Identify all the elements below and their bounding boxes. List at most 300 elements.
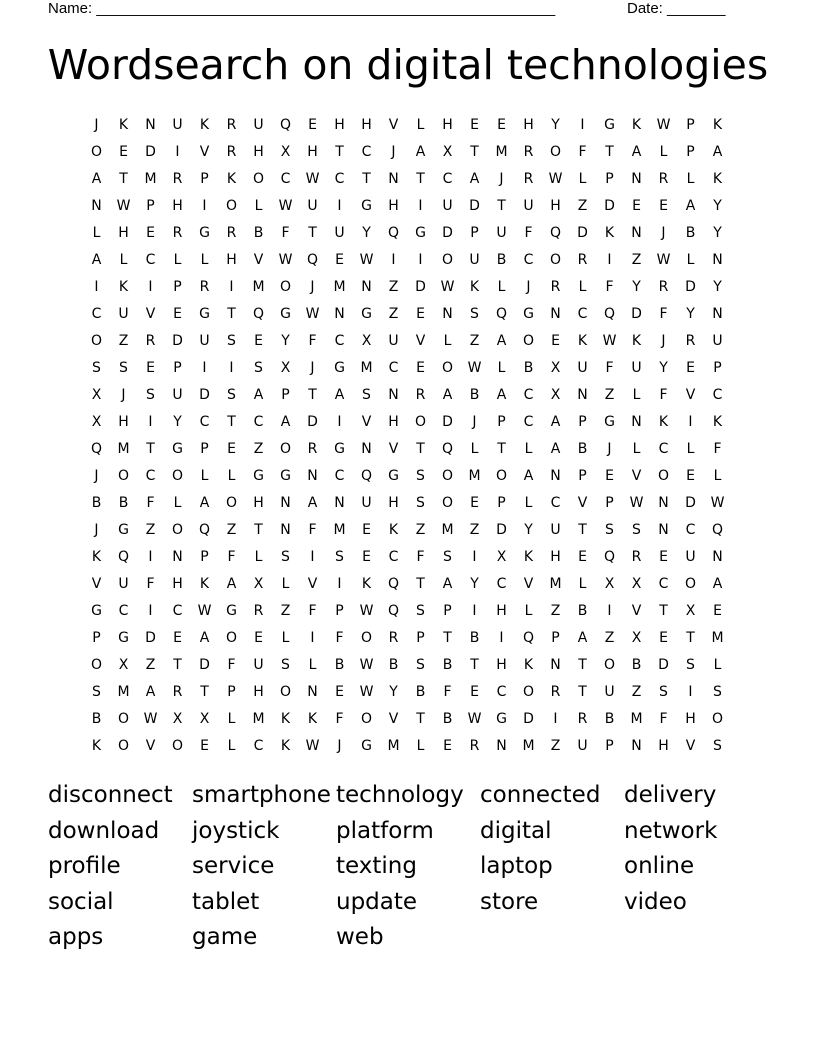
grid-letter: U	[631, 359, 642, 376]
grid-letter: V	[631, 467, 642, 484]
grid-letter: M	[117, 440, 130, 457]
grid-letter: F	[335, 710, 344, 727]
grid-letter: O	[360, 629, 373, 646]
grid-letter: Z	[469, 332, 480, 349]
grid-letter: W	[602, 332, 617, 349]
grid-letter: B	[577, 440, 588, 457]
grid-letter: Y	[362, 224, 371, 241]
grid-letter: V	[388, 710, 399, 727]
grid-letter: F	[416, 548, 425, 565]
grid-letter: A	[199, 629, 210, 646]
grid-letter: M	[144, 170, 157, 187]
grid-letter: M	[522, 737, 535, 754]
grid-letter: K	[523, 656, 534, 673]
grid-letter: O	[684, 575, 697, 592]
word-list-item: delivery	[624, 782, 717, 808]
grid-letter: V	[388, 440, 399, 457]
grid-letter: K	[118, 278, 129, 295]
grid-letter: M	[630, 710, 643, 727]
grid-letter: T	[227, 305, 236, 322]
grid-letter: B	[118, 494, 129, 511]
grid-letter: U	[577, 737, 588, 754]
grid-letter: T	[146, 440, 155, 457]
grid-letter: L	[713, 656, 722, 673]
grid-letter: C	[253, 737, 264, 754]
grid-letter: N	[496, 737, 507, 754]
grid-letter: D	[415, 278, 426, 295]
grid-letter: L	[659, 143, 668, 160]
grid-letter: D	[685, 278, 696, 295]
grid-letter: C	[712, 386, 723, 403]
grid-letter: T	[335, 143, 344, 160]
grid-letter: H	[118, 413, 129, 430]
grid-letter: E	[470, 494, 479, 511]
grid-letter: W	[467, 710, 482, 727]
grid-letter: N	[631, 737, 642, 754]
grid-letter: L	[578, 278, 587, 295]
grid-letter: L	[173, 494, 182, 511]
grid-letter: U	[253, 656, 264, 673]
grid-letter: O	[117, 710, 130, 727]
grid-letter: E	[578, 548, 587, 565]
grid-letter: H	[388, 197, 399, 214]
grid-letter: I	[499, 629, 504, 646]
grid-letter: X	[280, 359, 291, 376]
grid-letter: X	[118, 656, 129, 673]
grid-letter: Y	[686, 305, 695, 322]
grid-letter: G	[172, 440, 183, 457]
grid-letter: R	[172, 224, 183, 241]
grid-letter: N	[550, 656, 561, 673]
grid-letter: V	[631, 602, 642, 619]
grid-letter: L	[227, 710, 236, 727]
grid-letter: E	[551, 332, 560, 349]
grid-letter: C	[361, 143, 372, 160]
grid-letter: T	[470, 656, 479, 673]
grid-letter: N	[280, 521, 291, 538]
word-list-item: technology	[336, 782, 464, 808]
grid-letter: K	[118, 116, 129, 133]
grid-letter: D	[496, 521, 507, 538]
grid-letter: T	[578, 683, 587, 700]
grid-letter: O	[171, 521, 184, 538]
grid-letter: T	[254, 521, 263, 538]
grid-letter: C	[523, 386, 534, 403]
grid-letter: I	[202, 197, 207, 214]
grid-letter: H	[334, 116, 345, 133]
grid-letter: N	[388, 386, 399, 403]
grid-letter: E	[659, 197, 668, 214]
grid-letter: H	[523, 116, 534, 133]
grid-letter: K	[361, 575, 372, 592]
grid-letter: L	[497, 278, 506, 295]
grid-letter: E	[119, 143, 128, 160]
grid-letter: E	[416, 359, 425, 376]
grid-letter: U	[604, 683, 615, 700]
grid-letter: Z	[226, 521, 237, 538]
grid-letter: A	[712, 575, 723, 592]
grid-letter: A	[631, 143, 642, 160]
grid-letter: N	[172, 548, 183, 565]
grid-letter: M	[117, 683, 130, 700]
grid-letter: U	[172, 386, 183, 403]
grid-letter: W	[710, 494, 725, 511]
grid-letter: E	[632, 197, 641, 214]
grid-letter: P	[92, 629, 101, 646]
grid-letter: B	[91, 710, 102, 727]
grid-letter: Q	[495, 305, 508, 322]
grid-letter: P	[578, 413, 587, 430]
grid-letter: T	[497, 197, 506, 214]
grid-letter: I	[229, 278, 234, 295]
grid-letter: T	[659, 602, 668, 619]
grid-letter: E	[254, 332, 263, 349]
grid-letter: Z	[550, 737, 561, 754]
grid-letter: I	[337, 575, 342, 592]
grid-letter: L	[524, 494, 533, 511]
grid-letter: O	[711, 710, 724, 727]
grid-letter: I	[94, 278, 99, 295]
grid-letter: M	[333, 521, 346, 538]
grid-letter: C	[334, 170, 345, 187]
grid-letter: T	[227, 413, 236, 430]
grid-letter: T	[416, 170, 425, 187]
grid-letter: Y	[713, 224, 722, 241]
word-list-item: store	[480, 888, 539, 915]
grid-letter: L	[308, 656, 317, 673]
grid-letter: V	[145, 737, 156, 754]
grid-letter: P	[713, 359, 722, 376]
grid-letter: D	[307, 413, 318, 430]
grid-letter: N	[361, 278, 372, 295]
grid-letter: P	[227, 683, 236, 700]
word-list-item: network	[624, 817, 718, 844]
grid-letter: H	[496, 602, 507, 619]
grid-letter: T	[416, 575, 425, 592]
grid-letter: M	[333, 278, 346, 295]
grid-letter: Z	[550, 602, 561, 619]
grid-letter: J	[661, 224, 666, 241]
grid-letter: S	[443, 548, 452, 565]
grid-letter: P	[335, 602, 344, 619]
word-list-item: profile	[48, 853, 121, 879]
grid-letter: C	[442, 170, 453, 187]
grid-letter: C	[199, 413, 210, 430]
grid-letter: G	[388, 467, 399, 484]
grid-letter: S	[281, 656, 290, 673]
grid-letter: Q	[549, 224, 562, 241]
grid-letter: A	[307, 494, 318, 511]
grid-letter: D	[442, 224, 453, 241]
grid-letter: F	[605, 278, 614, 295]
grid-letter: E	[146, 224, 155, 241]
word-list-item: video	[624, 888, 687, 915]
grid-letter: G	[280, 305, 291, 322]
grid-letter: S	[227, 332, 236, 349]
grid-letter: R	[658, 170, 669, 187]
grid-letter: Q	[603, 548, 616, 565]
grid-letter: W	[656, 116, 671, 133]
grid-letter: K	[199, 575, 210, 592]
grid-letter: H	[172, 575, 183, 592]
grid-letter: L	[119, 251, 128, 268]
grid-letter: H	[496, 656, 507, 673]
grid-letter: E	[308, 116, 317, 133]
grid-letter: R	[415, 386, 426, 403]
grid-letter: S	[335, 548, 344, 565]
grid-letter: C	[523, 251, 534, 268]
grid-letter: G	[361, 737, 372, 754]
grid-letter: G	[118, 629, 129, 646]
grid-letter: W	[278, 251, 293, 268]
grid-letter: O	[117, 467, 130, 484]
grid-letter: R	[523, 170, 534, 187]
grid-letter: N	[712, 548, 723, 565]
grid-letter: Q	[387, 602, 400, 619]
grid-letter: A	[442, 575, 453, 592]
grid-letter: O	[414, 413, 427, 430]
grid-letter: S	[92, 683, 101, 700]
grid-letter: G	[334, 359, 345, 376]
grid-letter: O	[522, 683, 535, 700]
grid-letter: U	[469, 251, 480, 268]
grid-letter: C	[91, 305, 102, 322]
grid-letter: O	[441, 359, 454, 376]
grid-letter: T	[605, 143, 614, 160]
grid-letter: Z	[145, 656, 156, 673]
word-list-item: game	[192, 924, 258, 950]
grid-letter: X	[199, 710, 210, 727]
grid-letter: L	[686, 251, 695, 268]
grid-letter: Q	[711, 521, 724, 538]
grid-letter: A	[550, 413, 561, 430]
grid-letter: W	[278, 197, 293, 214]
grid-letter: U	[685, 548, 696, 565]
grid-letter: E	[362, 521, 371, 538]
grid-letter: X	[631, 629, 642, 646]
grid-letter: W	[467, 359, 482, 376]
grid-letter: I	[553, 710, 558, 727]
grid-letter: M	[711, 629, 724, 646]
grid-letter: L	[416, 116, 425, 133]
grid-letter: F	[578, 143, 587, 160]
grid-letter: L	[686, 440, 695, 457]
grid-letter: X	[685, 602, 696, 619]
grid-letter: N	[334, 305, 345, 322]
grid-letter: E	[470, 683, 479, 700]
grid-letter: Q	[117, 548, 130, 565]
grid-letter: T	[308, 386, 317, 403]
word-list-item: connected	[480, 782, 601, 808]
grid-letter: W	[305, 737, 320, 754]
grid-letter: X	[91, 386, 102, 403]
grid-letter: N	[307, 467, 318, 484]
grid-letter: D	[604, 197, 615, 214]
grid-letter: N	[550, 305, 561, 322]
grid-letter: O	[441, 467, 454, 484]
grid-letter: P	[497, 413, 506, 430]
grid-letter: J	[472, 413, 477, 430]
grid-letter: Y	[470, 575, 479, 592]
grid-letter: R	[577, 251, 588, 268]
grid-letter: W	[359, 683, 374, 700]
grid-letter: Z	[253, 440, 264, 457]
grid-letter: C	[550, 494, 561, 511]
word-list-item: download	[48, 817, 160, 844]
grid-letter: O	[225, 494, 238, 511]
grid-letter: H	[172, 197, 183, 214]
page-title: Wordsearch on digital technologies	[47, 41, 769, 89]
word-list-item: tablet	[192, 888, 260, 915]
name-field[interactable]: Name: _______________________________________________________	[48, 0, 556, 17]
word-list-item: online	[624, 853, 695, 879]
grid-letter: A	[280, 413, 291, 430]
grid-letter: O	[279, 683, 292, 700]
grid-letter: I	[607, 251, 612, 268]
grid-letter: Q	[387, 224, 400, 241]
grid-letter: W	[143, 710, 158, 727]
grid-letter: I	[337, 413, 342, 430]
grid-letter: N	[280, 494, 291, 511]
grid-letter: X	[172, 710, 183, 727]
grid-letter: A	[442, 386, 453, 403]
grid-letter: T	[200, 683, 209, 700]
grid-letter: N	[361, 440, 372, 457]
grid-letter: K	[712, 413, 723, 430]
grid-letter: D	[631, 305, 642, 322]
word-list-item: texting	[336, 853, 417, 879]
grid-letter: S	[227, 386, 236, 403]
grid-letter: V	[577, 494, 588, 511]
grid-letter: R	[172, 170, 183, 187]
grid-letter: R	[172, 683, 183, 700]
grid-letter: N	[577, 386, 588, 403]
grid-letter: O	[117, 737, 130, 754]
grid-letter: E	[470, 116, 479, 133]
grid-letter: D	[685, 494, 696, 511]
grid-letter: H	[307, 143, 318, 160]
grid-letter: S	[281, 548, 290, 565]
grid-letter: N	[91, 197, 102, 214]
grid-letter: L	[227, 737, 236, 754]
grid-letter: W	[548, 170, 563, 187]
grid-letter: U	[307, 197, 318, 214]
grid-letter: L	[497, 359, 506, 376]
grid-letter: I	[607, 602, 612, 619]
grid-letter: Y	[173, 413, 182, 430]
grid-letter: I	[148, 602, 153, 619]
grid-letter: O	[171, 737, 184, 754]
grid-letter: U	[118, 575, 129, 592]
grid-letter: T	[362, 170, 371, 187]
grid-letter: O	[90, 332, 103, 349]
grid-letter: T	[578, 521, 587, 538]
grid-letter: V	[523, 575, 534, 592]
grid-letter: H	[226, 251, 237, 268]
grid-letter: N	[631, 224, 642, 241]
grid-letter: A	[550, 440, 561, 457]
grid-letter: D	[658, 656, 669, 673]
grid-letter: G	[334, 440, 345, 457]
grid-letter: V	[145, 305, 156, 322]
date-field[interactable]: Date: _______	[627, 0, 726, 17]
grid-letter: U	[172, 116, 183, 133]
grid-letter: C	[685, 521, 696, 538]
grid-letter: E	[200, 737, 209, 754]
grid-letter: K	[577, 332, 588, 349]
grid-letter: X	[361, 332, 372, 349]
grid-letter: K	[604, 224, 615, 241]
grid-letter: Z	[631, 251, 642, 268]
grid-letter: X	[604, 575, 615, 592]
grid-letter: D	[145, 629, 156, 646]
grid-letter: L	[632, 386, 641, 403]
grid-letter: G	[199, 305, 210, 322]
grid-letter: H	[361, 116, 372, 133]
grid-letter: P	[686, 143, 695, 160]
grid-letter: I	[688, 413, 693, 430]
grid-letter: E	[686, 467, 695, 484]
grid-letter: E	[659, 629, 668, 646]
grid-letter: A	[91, 170, 102, 187]
grid-letter: L	[200, 251, 209, 268]
grid-letter: L	[578, 170, 587, 187]
grid-letter: W	[305, 170, 320, 187]
grid-letter: G	[226, 602, 237, 619]
grid-letter: O	[171, 467, 184, 484]
grid-letter: S	[416, 494, 425, 511]
grid-letter: Y	[389, 683, 398, 700]
grid-letter: Q	[279, 116, 292, 133]
grid-letter: P	[686, 116, 695, 133]
grid-letter: R	[469, 737, 480, 754]
header-line	[48, 0, 748, 20]
grid-letter: I	[229, 359, 234, 376]
grid-letter: S	[470, 305, 479, 322]
grid-letter: J	[310, 359, 315, 376]
grid-letter: Y	[713, 197, 722, 214]
grid-letter: C	[496, 683, 507, 700]
grid-letter: K	[469, 278, 480, 295]
grid-letter: N	[334, 494, 345, 511]
grid-letter: I	[337, 197, 342, 214]
grid-letter: U	[199, 332, 210, 349]
grid-letter: I	[580, 116, 585, 133]
word-list-item: update	[336, 888, 418, 915]
grid-letter: F	[335, 629, 344, 646]
grid-letter: M	[252, 278, 265, 295]
grid-letter: E	[443, 737, 452, 754]
grid-letter: R	[577, 710, 588, 727]
grid-letter: C	[145, 251, 156, 268]
grid-letter: C	[145, 467, 156, 484]
grid-letter: K	[523, 548, 534, 565]
grid-letter: B	[253, 224, 264, 241]
grid-letter: A	[415, 143, 426, 160]
grid-letter: S	[362, 386, 371, 403]
grid-letter: U	[577, 359, 588, 376]
grid-letter: B	[388, 656, 399, 673]
grid-letter: X	[442, 143, 453, 160]
grid-letter: K	[226, 170, 237, 187]
word-list	[48, 778, 768, 956]
grid-letter: L	[254, 197, 263, 214]
grid-letter: K	[631, 116, 642, 133]
grid-letter: S	[632, 521, 641, 538]
grid-letter: L	[470, 440, 479, 457]
grid-letter: I	[148, 548, 153, 565]
grid-letter: W	[359, 602, 374, 619]
